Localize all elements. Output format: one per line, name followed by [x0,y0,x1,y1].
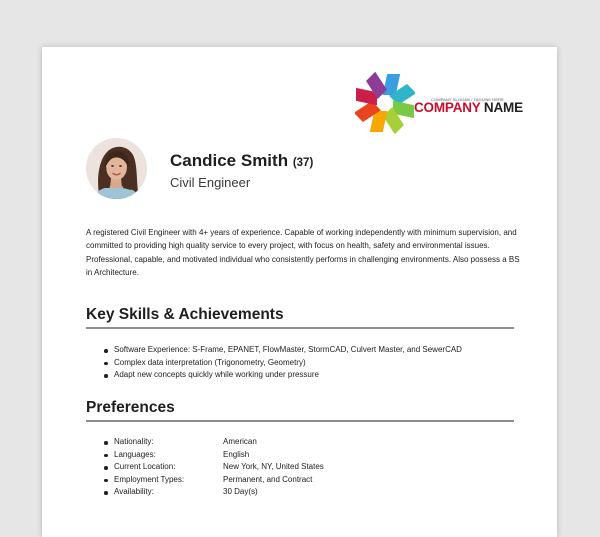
list-item: Complex data interpretation (Trigonometry, Geometry) [104,357,462,370]
preferences-divider [86,420,514,422]
list-item [104,486,324,499]
resume-page [42,47,557,537]
preference-label: Languages: [114,449,156,459]
company-name-part2: NAME [483,100,523,115]
company-name [414,100,523,115]
company-tagline: COMPANY SLOGAN / TAGLINE HERE [431,97,504,102]
profile-summary: A registered Civil Engineer with 4+ years of experience. Capable of working independently with minimum supervision, and committed to providing high quality service to every project, with focus on health, safety and environmental issues. Professional, capable, and motivated individual who consistently performs in challenging environments. Also possess a BS in Architecture. [86,228,520,277]
preference-value: Permanent, and Contract [223,474,313,484]
skills-divider [86,327,514,329]
candidate-name [170,151,313,171]
preference-label: Availability: [114,487,154,496]
list-item [104,436,324,449]
candidate-title: Civil Engineer [170,175,251,190]
pinwheel-logo-icon [355,71,415,135]
company-name-part1: COMPANY [414,100,481,115]
candidate-name-text: Candice Smith [170,151,289,170]
preference-value: New York, NY, United States [223,462,324,471]
profile-photo-icon [86,138,147,199]
list-item: Adapt new concepts quickly while working under pressure [104,369,462,382]
skills-list [104,344,462,382]
preference-value: American [223,437,257,446]
avatar [86,138,147,199]
list-item [104,474,324,487]
preference-label: Current Location: [114,462,176,471]
preference-value: English [223,449,250,459]
candidate-age: (37) [292,157,314,169]
list-item [104,461,324,474]
skills-heading: Key Skills & Achievements [86,306,284,323]
preference-label: Employment Types: [114,474,185,484]
company-logo [355,71,527,139]
list-item: Software Experience: S-Frame, EPANET, FlowMaster, StormCAD, Culvert Master, and SewerCAD [104,344,462,357]
preference-value: 30 Day(s) [223,487,258,496]
preference-label: Nationality: [114,437,154,446]
preferences-list [104,436,324,499]
preferences-heading: Preferences [86,399,175,416]
list-item [104,449,324,462]
